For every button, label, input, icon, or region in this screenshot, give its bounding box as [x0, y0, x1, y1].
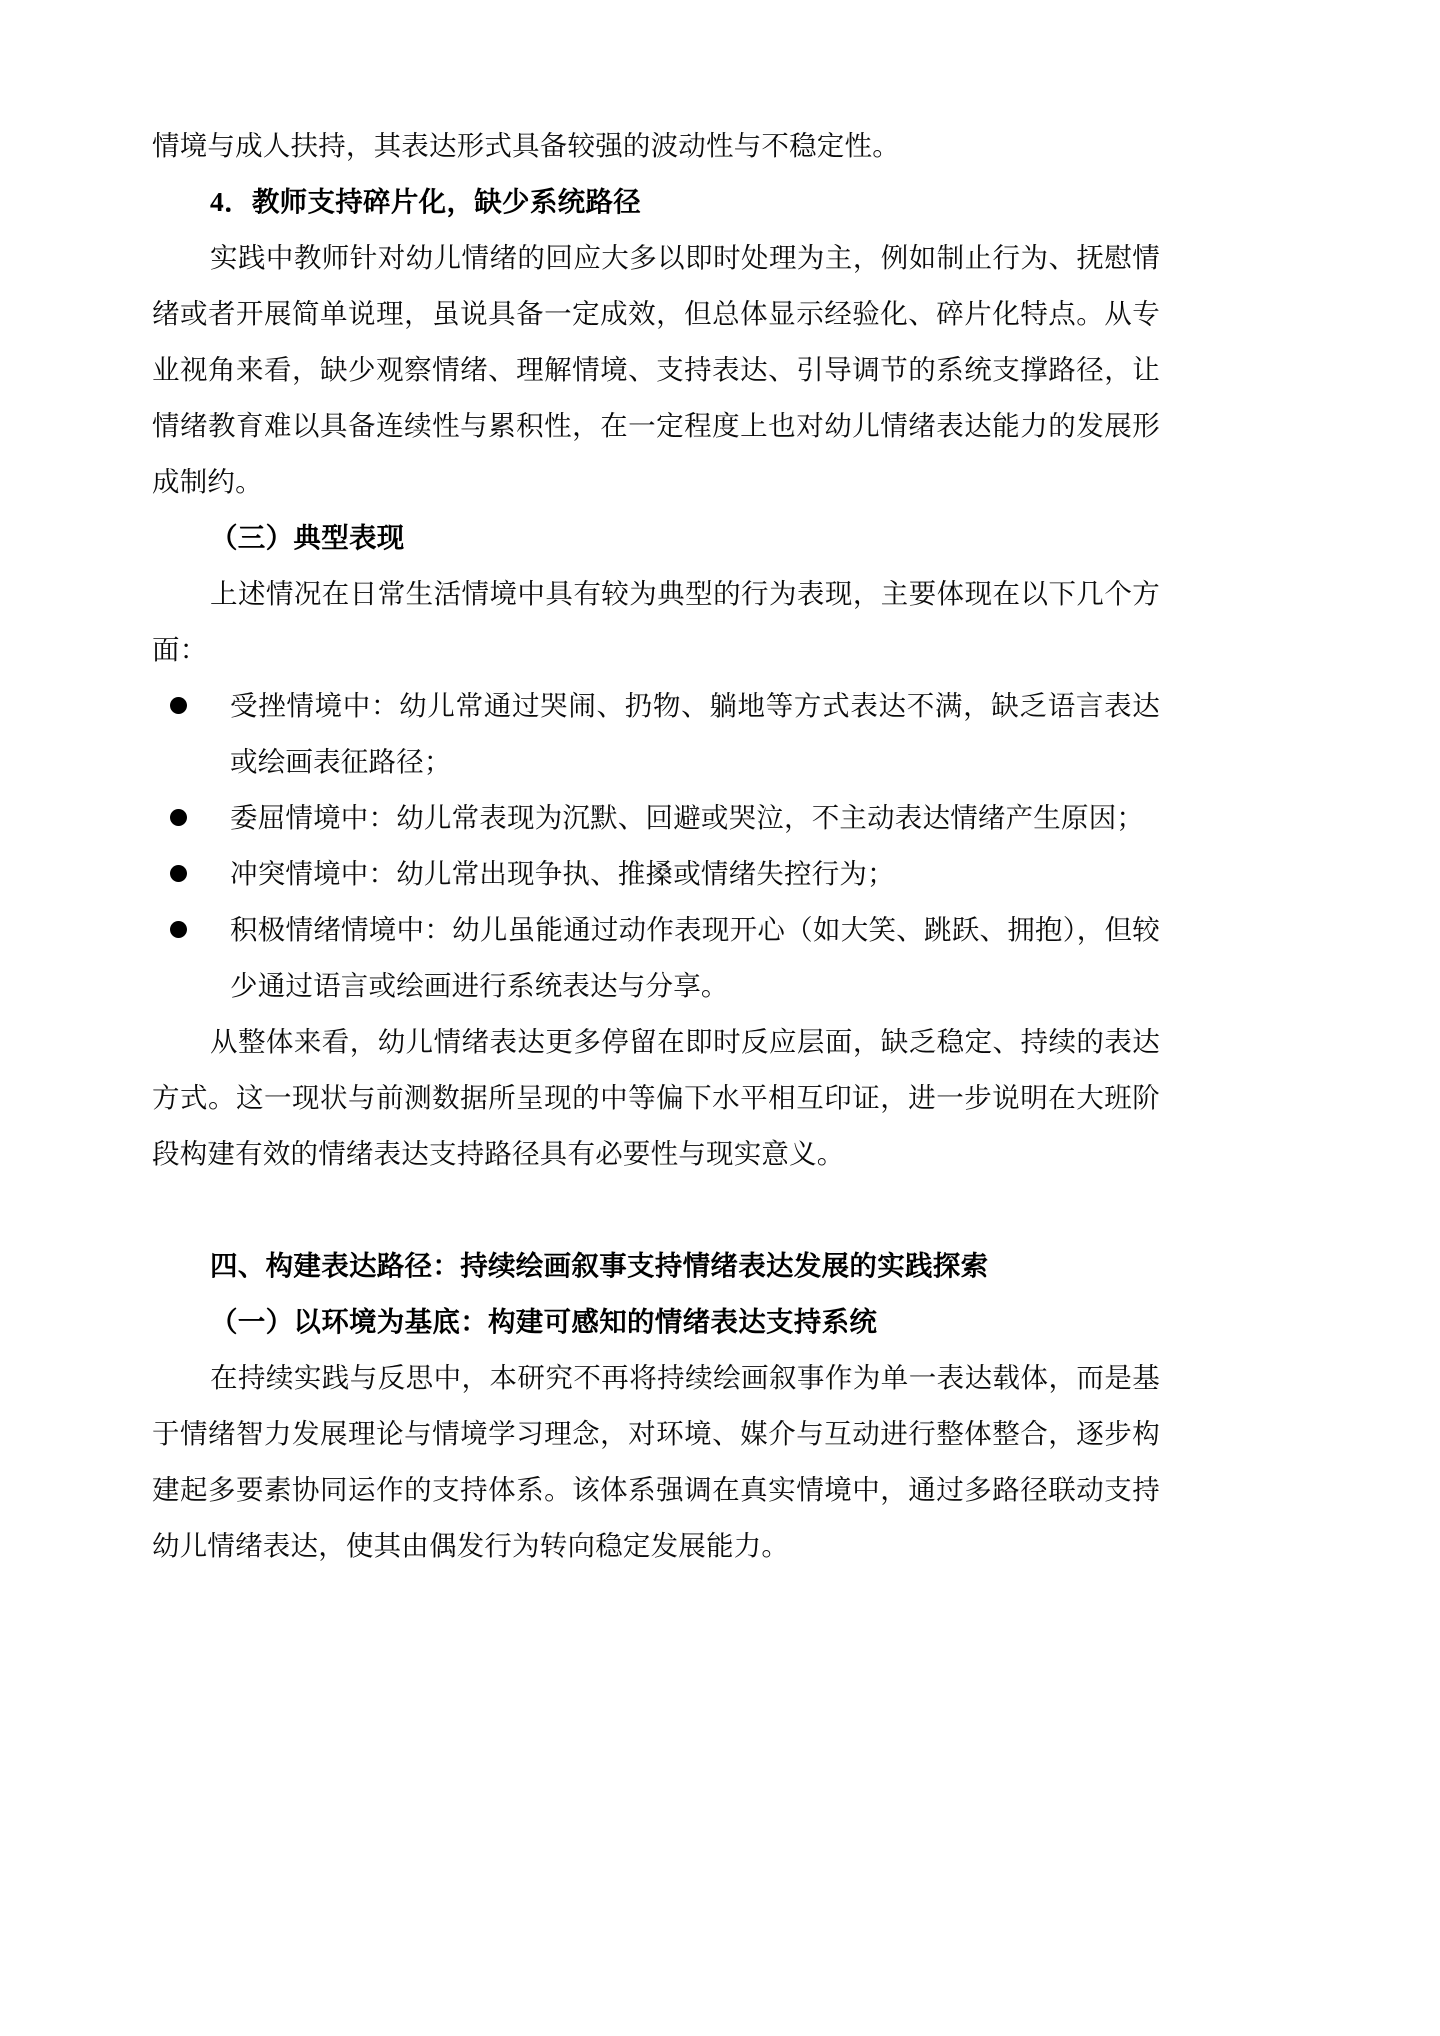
paragraph-teacher-support: 实践中教师针对幼儿情绪的回应大多以即时处理为主，例如制止行为、抚慰情绪或者开展简单说理，虽说具备一定成效，但总体显示经验化、碎片化特点。从专业视角来看，缺少观察情绪、理解情境、支持表达、引导调节的系统支撑路径，让情绪教育难以具备连续性与累积性，在一定程度上也对幼儿情绪表达能力的发展形成制约。	[152, 242, 1160, 497]
typical-behaviors-list	[152, 678, 1160, 1014]
list-item-text: 积极情绪情境中：幼儿虽能通过动作表现开心（如大笑、跳跃、拥抱），但较少通过语言或绘画进行系统表达与分享。	[230, 914, 1160, 1001]
list-item	[152, 790, 1160, 846]
bullet-dot-icon	[170, 809, 187, 826]
list-item-text: 冲突情境中：幼儿常出现争执、推搡或情绪失控行为；	[230, 858, 895, 889]
heading-section-four: 四、构建表达路径：持续绘画叙事支持情绪表达发展的实践探索	[210, 1250, 989, 1281]
list-item-text: 委屈情境中：幼儿常表现为沉默、回避或哭泣，不主动表达情绪产生原因；	[230, 802, 1145, 833]
paragraph-environment-body: 在持续实践与反思中，本研究不再将持续绘画叙事作为单一表达载体，而是基于情绪智力发展理论与情境学习理念，对环境、媒介与互动进行整体整合，逐步构建起多要素协同运作的支持体系。该体系强调在真实情境中，通过多路径联动支持幼儿情绪表达，使其由偶发行为转向稳定发展能力。	[152, 1362, 1160, 1561]
bullet-dot-icon	[170, 865, 187, 882]
paragraph-typical-summary: 从整体来看，幼儿情绪表达更多停留在即时反应层面，缺乏稳定、持续的表达方式。这一现状与前测数据所呈现的中等偏下水平相互印证，进一步说明在大班阶段构建有效的情绪表达支持路径具有必要性与现实意义。	[152, 1026, 1160, 1169]
list-item-text: 受挫情境中：幼儿常通过哭闹、扔物、躺地等方式表达不满，缺乏语言表达或绘画表征路径；	[230, 690, 1160, 777]
paragraph-continuation-top: 情境与成人扶持，其表达形式具备较强的波动性与不稳定性。	[152, 130, 900, 161]
list-item	[152, 846, 1160, 902]
paragraph-typical-intro: 上述情况在日常生活情境中具有较为典型的行为表现，主要体现在以下几个方面：	[152, 578, 1160, 665]
bullet-dot-icon	[170, 921, 187, 938]
heading-section-three: （三）典型表现	[210, 522, 405, 553]
list-item	[152, 902, 1160, 1014]
page-content	[152, 118, 1160, 1574]
heading-subsection-one: （一）以环境为基底：构建可感知的情绪表达支持系统	[210, 1306, 878, 1337]
list-item	[152, 678, 1160, 790]
section-spacer	[152, 1182, 1160, 1238]
heading-numbered-4: 4．教师支持碎片化，缺少系统路径	[210, 186, 642, 217]
bullet-dot-icon	[170, 697, 187, 714]
